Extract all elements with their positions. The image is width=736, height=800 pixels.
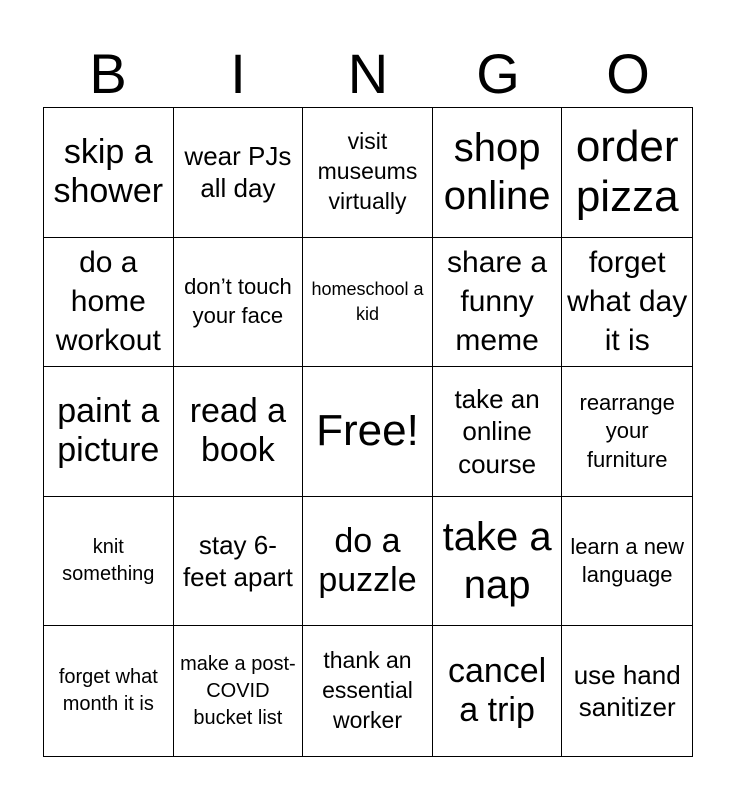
bingo-cell-g1[interactable] xyxy=(433,108,563,238)
bingo-cell-b3[interactable] xyxy=(44,367,174,497)
cell-label: learn a new language xyxy=(570,533,685,588)
bingo-cell-g4[interactable] xyxy=(433,497,563,627)
cell-label: wear PJs all day xyxy=(184,140,292,204)
cell-label: paint a picture xyxy=(57,392,160,470)
bingo-cell-b2[interactable] xyxy=(44,238,174,368)
bingo-cell-b4[interactable] xyxy=(44,497,174,627)
cell-label: forget what month it is xyxy=(58,666,158,716)
bingo-cell-i4[interactable] xyxy=(174,497,304,627)
bingo-cell-g5[interactable] xyxy=(433,626,563,756)
cell-label: knit something xyxy=(62,536,155,586)
cell-label: take a nap xyxy=(442,515,552,608)
cell-label: visit museums virtually xyxy=(317,128,418,215)
bingo-cell-o2[interactable] xyxy=(562,238,692,368)
bingo-board xyxy=(43,107,693,757)
bingo-cell-n4[interactable] xyxy=(303,497,433,627)
bingo-cell-i3[interactable] xyxy=(174,367,304,497)
bingo-cell-g2[interactable] xyxy=(433,238,563,368)
bingo-cell-n5[interactable] xyxy=(303,626,433,756)
bingo-cell-o4[interactable] xyxy=(562,497,692,627)
cell-label: rearrange your furniture xyxy=(579,389,675,472)
bingo-cell-o3[interactable] xyxy=(562,367,692,497)
bingo-cell-n3-free-space[interactable] xyxy=(303,367,433,497)
header-letter-o: O xyxy=(606,42,650,105)
bingo-cell-o1[interactable] xyxy=(562,108,692,238)
bingo-cell-o5[interactable] xyxy=(562,626,692,756)
cell-label: share a funny meme xyxy=(447,246,548,358)
bingo-cell-b5[interactable] xyxy=(44,626,174,756)
cell-label: order pizza xyxy=(575,121,679,222)
bingo-cell-n1[interactable] xyxy=(303,108,433,238)
cell-label: read a book xyxy=(189,392,287,470)
bingo-cell-i1[interactable] xyxy=(174,108,304,238)
bingo-cell-b1[interactable] xyxy=(44,108,174,238)
cell-label: homeschool a kid xyxy=(311,278,424,324)
header-letter-n: N xyxy=(347,42,389,105)
cell-label: stay 6-feet apart xyxy=(182,529,293,593)
bingo-cell-n2[interactable] xyxy=(303,238,433,368)
header-letter-g: G xyxy=(476,42,520,105)
cell-label: thank an essential worker xyxy=(322,647,413,734)
header-letter-b: B xyxy=(89,42,127,105)
cell-label: shop online xyxy=(443,126,551,219)
cell-label: cancel a trip xyxy=(447,652,547,730)
free-space-label: Free! xyxy=(316,406,419,456)
cell-label: take an online course xyxy=(454,383,540,479)
cell-label: do a puzzle xyxy=(318,522,417,600)
cell-label: don’t touch your face xyxy=(184,274,292,328)
cell-label: use hand sanitizer xyxy=(573,659,681,723)
cell-label: forget what day it is xyxy=(567,246,688,358)
cell-label: make a post-COVID bucket list xyxy=(180,652,296,729)
cell-label: skip a shower xyxy=(53,133,164,211)
header-letter-i: I xyxy=(230,42,246,105)
cell-label: do a home workout xyxy=(55,246,161,358)
bingo-header xyxy=(43,40,693,108)
bingo-cell-g3[interactable] xyxy=(433,367,563,497)
bingo-cell-i5[interactable] xyxy=(174,626,304,756)
bingo-cell-i2[interactable] xyxy=(174,238,304,368)
